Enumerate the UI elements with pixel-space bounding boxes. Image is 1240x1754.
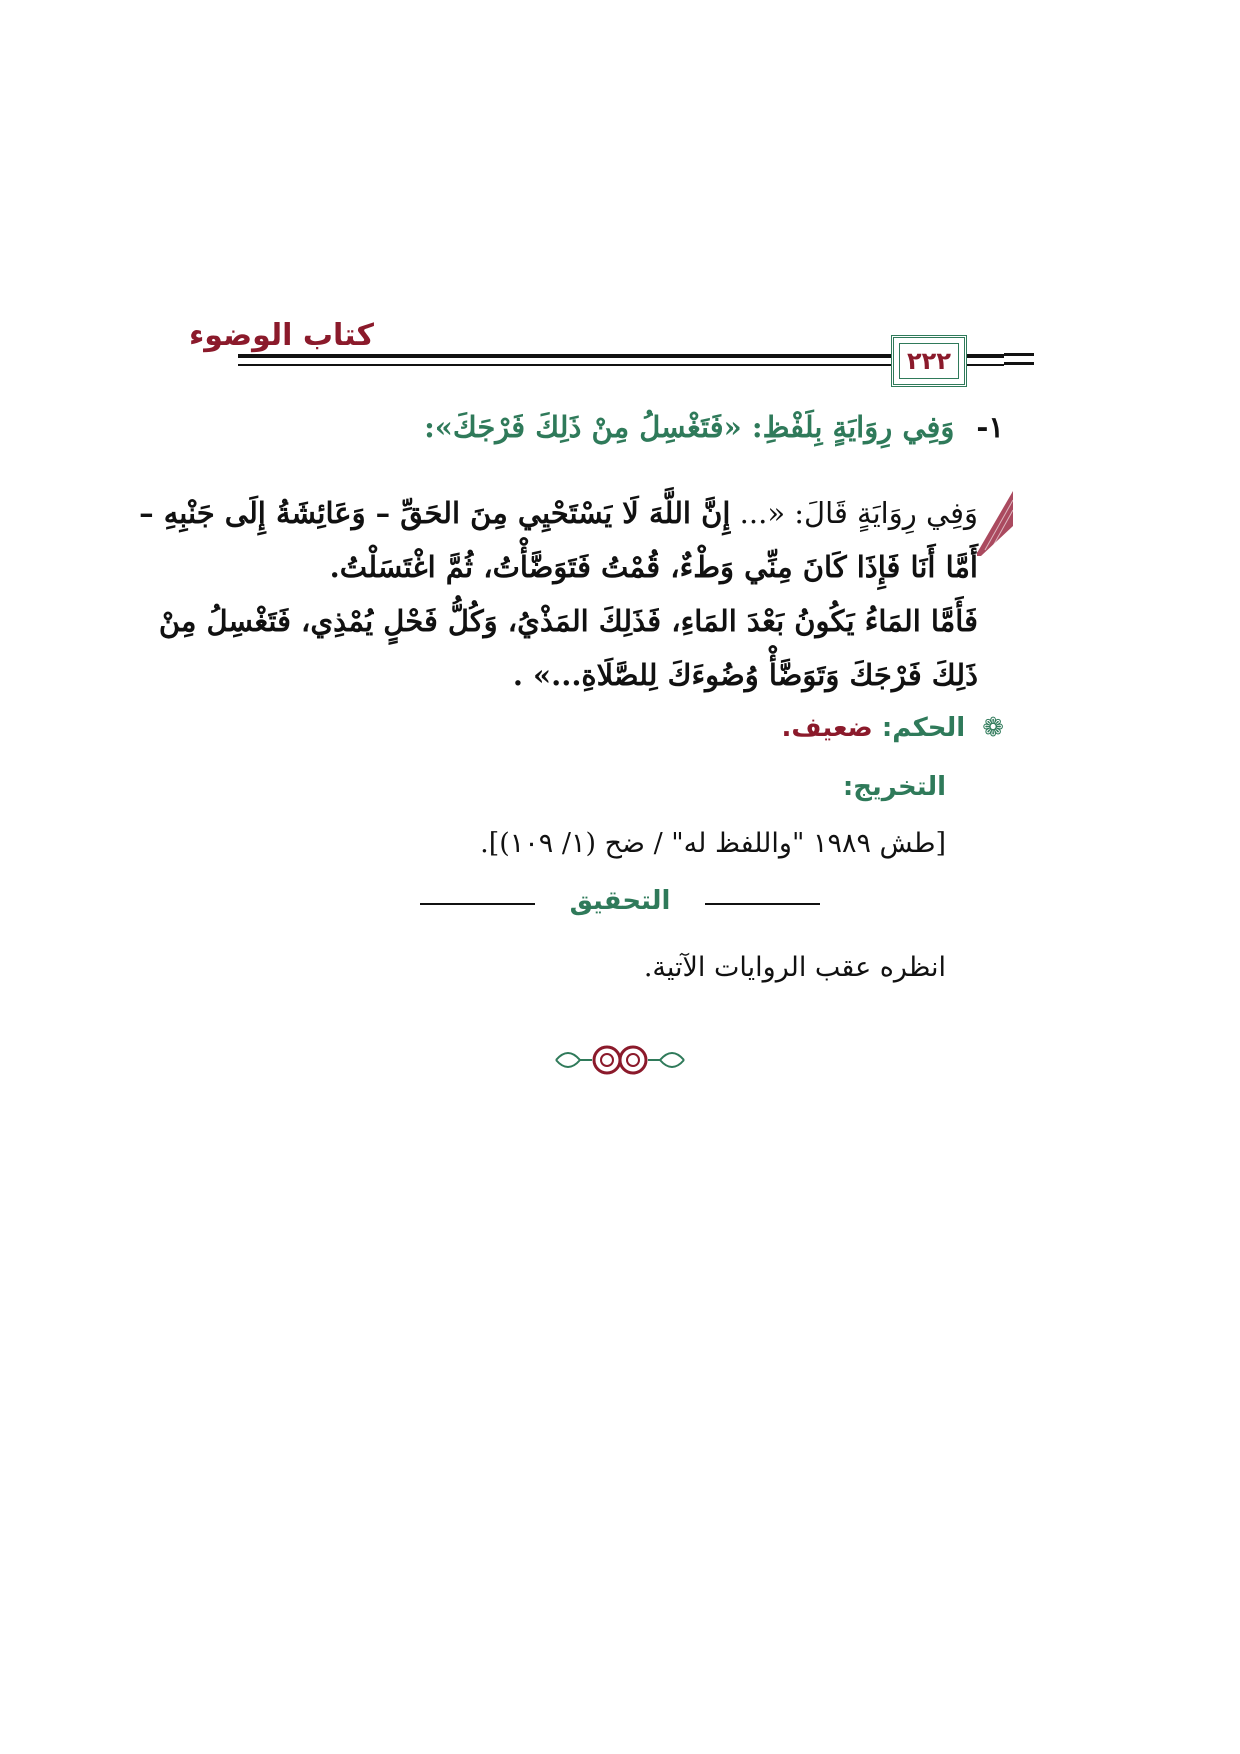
hadith-intro: وَفِي رِوَايَةٍ قَالَ: «...: [730, 496, 978, 530]
ruling: [781, 713, 1004, 743]
hadith-line-1: [139, 486, 978, 540]
hadith-line-3: فَأَمَّا المَاءُ يَكُونُ بَعْدَ المَاءِ، فَذَلِكَ المَذْيُ، وَكُلُّ فَحْلٍ يُمْذِي، فَتَغْسِلُ مِنْ: [158, 604, 978, 638]
ruling-label: الحكم:: [881, 713, 966, 743]
narration-heading: [424, 410, 1004, 444]
hadith-line-2: أَمَّا أَنَا فَإِذَا كَانَ مِنِّي وَطْءٌ، قُمْتُ فَتَوَضَّأْتُ، ثُمَّ اغْتَسَلْتُ.: [329, 550, 978, 584]
narration-heading-text: وَفِي رِوَايَةٍ بِلَفْظِ: «فَتَغْسِلُ مِنْ ذَلِكَ فَرْجَكَ»:: [424, 410, 955, 444]
hadith-text: [139, 486, 978, 702]
header-rule-right: [1004, 353, 1034, 371]
takhrij-label: التخريج:: [842, 772, 946, 802]
note-text: انظره عقب الروايات الآتية.: [643, 952, 946, 983]
hadith-line-1-rest: إِنَّ اللَّهَ لَا يَسْتَحْيِي مِنَ الحَقِّ – وَعَائِشَةُ إِلَى جَنْبِهِ –: [139, 496, 731, 530]
header-rule-thick: [238, 354, 1004, 358]
book-title: كتاب الوضوء: [188, 318, 374, 353]
takhrij-text: [طش ١٩٨٩ "واللفظ له" / ضح (١/ ١٠٩)].: [480, 828, 946, 859]
section-divider: [420, 884, 820, 924]
header-rule-thin: [238, 364, 1004, 366]
flower-icon: ❁: [982, 713, 1004, 743]
page-number: ٢٢٢: [899, 343, 959, 379]
hadith-line-4: ذَلِكَ فَرْجَكَ وَتَوَضَّأْ وُضُوءَكَ لِلصَّلَاةِ...» .: [512, 658, 978, 692]
page-number-badge: [891, 335, 967, 387]
end-ornament-icon: [550, 1040, 690, 1080]
section-title: التحقيق: [569, 886, 671, 916]
ruling-value: ضعيف.: [781, 713, 873, 743]
narration-number: ١-: [976, 410, 1004, 444]
corner-ornament-icon: [977, 490, 1013, 556]
